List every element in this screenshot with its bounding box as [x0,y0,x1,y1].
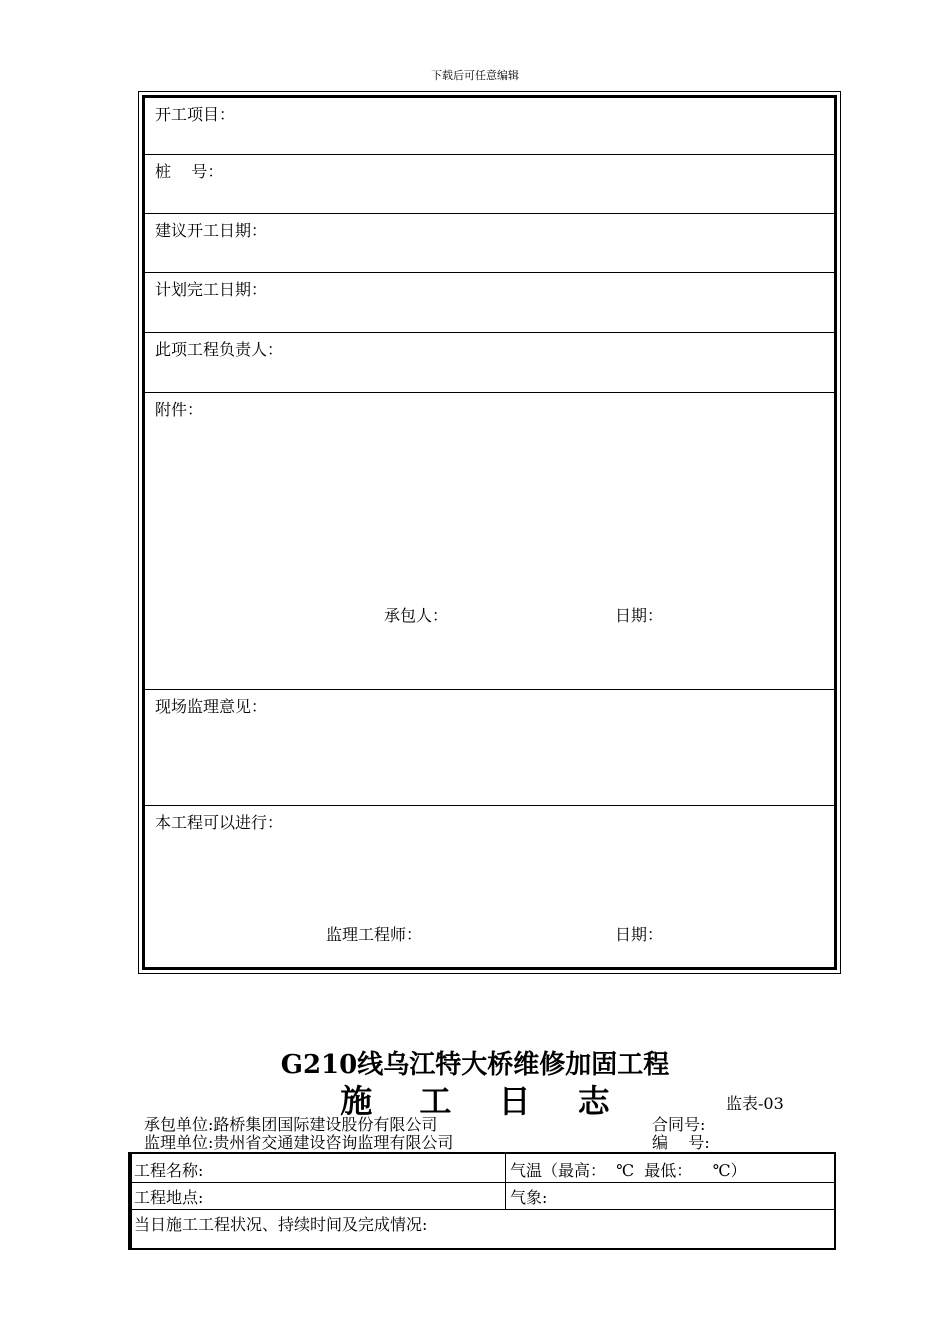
contractor-date-label: 日期： [615,606,664,625]
page-header: 下载后可任意编辑 [431,69,519,82]
weather-label: 气象: [510,1188,548,1207]
project-location-label: 工程地点: [134,1188,204,1207]
can-proceed-label: 本工程可以进行： [155,813,284,832]
temperature-label: 气温（最高： ℃ 最低： ℃） [510,1161,747,1180]
log-title: G210线乌江特大桥维修加固工程 [280,1050,670,1080]
column-divider [505,1154,506,1209]
field-row-responsible [145,333,834,393]
can-proceed-section [145,806,834,968]
supervision-opinion-label: 现场监理意见： [155,697,268,716]
row-divider [130,1182,834,1183]
log-table [128,1152,836,1250]
project-name-label: 工程名称: [134,1161,204,1180]
field-row-end-date [145,273,834,333]
field-row-station [145,155,834,214]
field-row-start-date [145,214,834,273]
commencement-form [138,91,841,974]
attachments-section [145,393,834,690]
log-subtitle: 施 工 日 志 [340,1082,628,1120]
contractor-unit: 承包单位:路桥集团国际建设股份有限公司 [144,1115,438,1134]
field-row-project [145,98,834,155]
field-label-station: 桩 号： [155,162,224,181]
serial-no-label: 编 号: [652,1133,710,1152]
engineer-date-label: 日期： [615,925,664,944]
status-label: 当日施工工程状况、持续时间及完成情况: [134,1215,428,1234]
field-label-start-date: 建议开工日期： [155,221,268,240]
table-left-rule [128,1152,132,1250]
field-label-end-date: 计划完工日期： [155,280,268,299]
supervision-unit: 监理单位:贵州省交通建设咨询监理有限公司 [144,1133,454,1152]
form-border [142,95,837,970]
row-divider [130,1209,834,1210]
supervision-opinion-section [145,690,834,806]
engineer-label: 监理工程师： [326,925,423,944]
form-code: 监表-03 [726,1094,784,1113]
field-label-responsible: 此项工程负责人： [155,340,284,359]
field-label-project: 开工项目： [155,105,236,124]
attachments-label: 附件： [155,400,204,419]
contractor-label: 承包人： [384,606,449,625]
contract-no-label: 合同号: [652,1115,706,1134]
